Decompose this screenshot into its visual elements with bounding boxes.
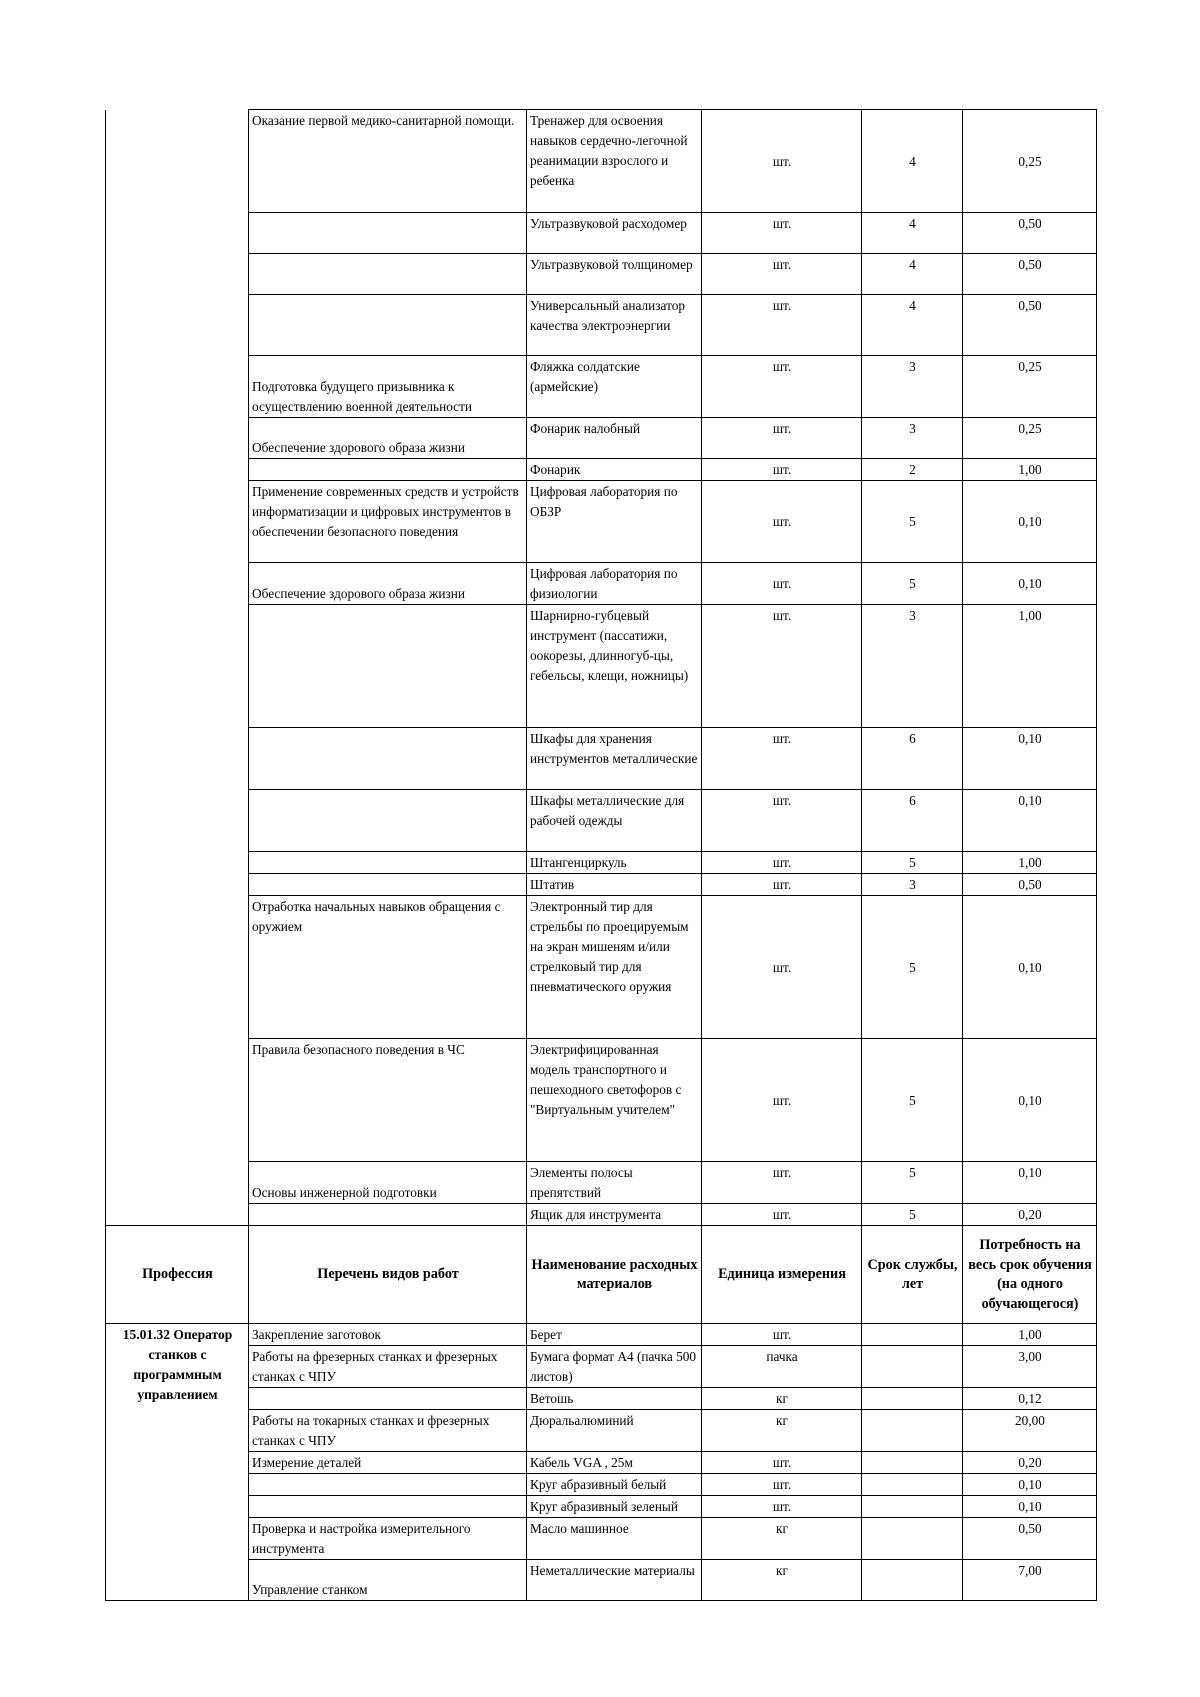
work-cell <box>249 1388 527 1410</box>
material-cell: Электронный тир для стрельбы по проецируемым на экран мишеням и/или стрелковый тир для пневматического оружия <box>527 896 702 1039</box>
table-row <box>106 1496 1097 1518</box>
life-cell: 4 <box>862 254 963 295</box>
need-cell: 0,10 <box>963 728 1097 790</box>
unit-cell: шт. <box>702 110 862 213</box>
life-cell: 2 <box>862 459 963 481</box>
life-cell: 6 <box>862 728 963 790</box>
life-cell: 6 <box>862 790 963 852</box>
work-cell <box>249 1204 527 1226</box>
unit-cell: шт. <box>702 459 862 481</box>
header-materials: Наименование расходных материалов <box>527 1226 702 1324</box>
work-cell: Измерение деталей <box>249 1452 527 1474</box>
table-row <box>106 213 1097 254</box>
table-row <box>106 1346 1097 1388</box>
material-cell: Фонарик налобный <box>527 418 702 459</box>
material-cell: Фляжка солдатские (армейские) <box>527 356 702 418</box>
table-row <box>106 110 1097 213</box>
header-works: Перечень видов работ <box>249 1226 527 1324</box>
table-row <box>106 459 1097 481</box>
need-cell: 1,00 <box>963 852 1097 874</box>
work-cell <box>249 1474 527 1496</box>
material-cell: Штангенциркуль <box>527 852 702 874</box>
life-cell <box>862 1346 963 1388</box>
work-cell: Закрепление заготовок <box>249 1324 527 1346</box>
life-cell <box>862 1496 963 1518</box>
material-cell: Кабель VGA , 25м <box>527 1452 702 1474</box>
need-cell: 0,10 <box>963 1039 1097 1162</box>
life-cell: 5 <box>862 1039 963 1162</box>
unit-cell: шт. <box>702 254 862 295</box>
table-row <box>106 1410 1097 1452</box>
table-row <box>106 1560 1097 1601</box>
work-cell: Подготовка будущего призывника к осуществлению военной деятельности <box>249 356 527 418</box>
work-cell: Отработка начальных навыков обращения с оружием <box>249 896 527 1039</box>
table-row <box>106 790 1097 852</box>
unit-cell: шт. <box>702 356 862 418</box>
unit-cell: шт. <box>702 790 862 852</box>
unit-cell: шт. <box>702 481 862 563</box>
life-cell <box>862 1324 963 1346</box>
material-cell: Тренажер для освоения навыков сердечно-легочной реанимации взрослого и ребенка <box>527 110 702 213</box>
work-cell <box>249 874 527 896</box>
need-cell: 1,00 <box>963 1324 1097 1346</box>
unit-cell: шт. <box>702 213 862 254</box>
work-cell: Обеспечение здорового образа жизни <box>249 563 527 605</box>
need-cell: 0,10 <box>963 563 1097 605</box>
material-cell: Цифровая лаборатория по физиологии <box>527 563 702 605</box>
need-cell: 0,10 <box>963 481 1097 563</box>
unit-cell: шт. <box>702 896 862 1039</box>
material-cell: Ветошь <box>527 1388 702 1410</box>
header-need: Потребность на весь срок обучения (на одного обучающегося) <box>963 1226 1097 1324</box>
need-cell: 0,50 <box>963 213 1097 254</box>
unit-cell: шт. <box>702 1204 862 1226</box>
table-row <box>106 852 1097 874</box>
unit-cell: шт. <box>702 874 862 896</box>
work-cell <box>249 790 527 852</box>
work-cell: Основы инженерной подготовки <box>249 1162 527 1204</box>
material-cell: Электрифицированная модель транспортного и пешеходного светофоров с "Виртуальным учителем" <box>527 1039 702 1162</box>
table-row <box>106 728 1097 790</box>
work-cell <box>249 254 527 295</box>
table-row <box>106 254 1097 295</box>
unit-cell: пачка <box>702 1346 862 1388</box>
need-cell: 0,50 <box>963 295 1097 356</box>
work-cell: Работы на токарных станках и фрезерных станках с ЧПУ <box>249 1410 527 1452</box>
work-cell: Оказание первой медико-санитарной помощи. <box>249 110 527 213</box>
need-cell: 3,00 <box>963 1346 1097 1388</box>
table-row <box>106 874 1097 896</box>
table-row <box>106 605 1097 728</box>
header-unit: Единица измерения <box>702 1226 862 1324</box>
unit-cell: шт. <box>702 852 862 874</box>
unit-cell: шт. <box>702 1039 862 1162</box>
life-cell: 4 <box>862 295 963 356</box>
unit-cell: кг <box>702 1560 862 1601</box>
life-cell <box>862 1518 963 1560</box>
life-cell <box>862 1388 963 1410</box>
life-cell <box>862 1474 963 1496</box>
unit-cell: шт. <box>702 1496 862 1518</box>
need-cell: 0,10 <box>963 1162 1097 1204</box>
material-cell: Берет <box>527 1324 702 1346</box>
material-cell: Круг абразивный белый <box>527 1474 702 1496</box>
need-cell: 0,50 <box>963 1518 1097 1560</box>
unit-cell: шт. <box>702 1452 862 1474</box>
need-cell: 20,00 <box>963 1410 1097 1452</box>
unit-cell: кг <box>702 1410 862 1452</box>
life-cell: 3 <box>862 605 963 728</box>
material-cell: Штатив <box>527 874 702 896</box>
life-cell: 5 <box>862 852 963 874</box>
table-row <box>106 1474 1097 1496</box>
life-cell: 3 <box>862 418 963 459</box>
material-cell: Шкафы металлические для рабочей одежды <box>527 790 702 852</box>
material-cell: Дюральалюминий <box>527 1410 702 1452</box>
material-cell: Неметаллические материалы <box>527 1560 702 1601</box>
need-cell: 7,00 <box>963 1560 1097 1601</box>
table-row <box>106 1039 1097 1162</box>
table-row <box>106 1324 1097 1346</box>
material-cell: Элементы полосы препятствий <box>527 1162 702 1204</box>
unit-cell: шт. <box>702 728 862 790</box>
life-cell: 5 <box>862 563 963 605</box>
life-cell: 3 <box>862 356 963 418</box>
header-profession: Профессия <box>106 1226 249 1324</box>
life-cell: 3 <box>862 874 963 896</box>
material-cell: Бумага формат А4 (пачка 500 листов) <box>527 1346 702 1388</box>
material-cell: Ящик для инструмента <box>527 1204 702 1226</box>
life-cell: 5 <box>862 896 963 1039</box>
work-cell: Управление станком <box>249 1560 527 1601</box>
table-header-row <box>106 1226 1097 1324</box>
work-cell: Правила безопасного поведения в ЧС <box>249 1039 527 1162</box>
need-cell: 1,00 <box>963 605 1097 728</box>
life-cell: 4 <box>862 213 963 254</box>
unit-cell: шт. <box>702 418 862 459</box>
need-cell: 1,00 <box>963 459 1097 481</box>
life-cell: 5 <box>862 481 963 563</box>
table-row <box>106 896 1097 1039</box>
table-row <box>106 1452 1097 1474</box>
need-cell: 0,50 <box>963 254 1097 295</box>
table-row <box>106 1388 1097 1410</box>
life-cell: 4 <box>862 110 963 213</box>
unit-cell: шт. <box>702 563 862 605</box>
unit-cell: шт. <box>702 605 862 728</box>
work-cell <box>249 295 527 356</box>
material-cell: Масло машинное <box>527 1518 702 1560</box>
need-cell: 0,10 <box>963 896 1097 1039</box>
profession-cell: 15.01.32 Оператор станков с программным управлением <box>106 1324 249 1601</box>
life-cell <box>862 1560 963 1601</box>
life-cell <box>862 1410 963 1452</box>
material-cell: Универсальный анализатор качества электроэнергии <box>527 295 702 356</box>
work-cell <box>249 1496 527 1518</box>
work-cell: Проверка и настройка измерительного инструмента <box>249 1518 527 1560</box>
table-row <box>106 1162 1097 1204</box>
life-cell: 5 <box>862 1204 963 1226</box>
material-cell: Фонарик <box>527 459 702 481</box>
work-cell: Обеспечение здорового образа жизни <box>249 418 527 459</box>
table-row <box>106 481 1097 563</box>
unit-cell: шт. <box>702 1324 862 1346</box>
need-cell: 0,25 <box>963 110 1097 213</box>
need-cell: 0,12 <box>963 1388 1097 1410</box>
material-cell: Ультразвуковой толщиномер <box>527 254 702 295</box>
life-cell: 5 <box>862 1162 963 1204</box>
work-cell <box>249 728 527 790</box>
need-cell: 0,10 <box>963 790 1097 852</box>
work-cell <box>249 852 527 874</box>
unit-cell: шт. <box>702 295 862 356</box>
material-cell: Цифровая лаборатория по ОБЗР <box>527 481 702 563</box>
unit-cell: кг <box>702 1388 862 1410</box>
material-cell: Шарнирно-губцевый инструмент (пассатижи, оокорезы, длинногуб-цы, гебельсы, клещи, ножницы) <box>527 605 702 728</box>
table-row <box>106 295 1097 356</box>
header-life: Срок службы, лет <box>862 1226 963 1324</box>
need-cell: 0,25 <box>963 418 1097 459</box>
material-cell: Ультразвуковой расходомер <box>527 213 702 254</box>
table-row <box>106 418 1097 459</box>
need-cell: 0,50 <box>963 874 1097 896</box>
need-cell: 0,25 <box>963 356 1097 418</box>
life-cell <box>862 1452 963 1474</box>
profession-cell-empty <box>106 110 249 1226</box>
materials-table <box>105 109 1097 1601</box>
table-row <box>106 1204 1097 1226</box>
need-cell: 0,20 <box>963 1452 1097 1474</box>
work-cell <box>249 213 527 254</box>
need-cell: 0,20 <box>963 1204 1097 1226</box>
material-cell: Шкафы для хранения инструментов металлические <box>527 728 702 790</box>
work-cell <box>249 605 527 728</box>
work-cell: Применение современных средств и устройств информатизации и цифровых инструментов в обеспечении безопасного поведения <box>249 481 527 563</box>
unit-cell: шт. <box>702 1162 862 1204</box>
need-cell: 0,10 <box>963 1474 1097 1496</box>
table-row <box>106 1518 1097 1560</box>
table-row <box>106 356 1097 418</box>
work-cell: Работы на фрезерных станках и фрезерных станках с ЧПУ <box>249 1346 527 1388</box>
material-cell: Круг абразивный зеленый <box>527 1496 702 1518</box>
table-row <box>106 563 1097 605</box>
work-cell <box>249 459 527 481</box>
need-cell: 0,10 <box>963 1496 1097 1518</box>
unit-cell: кг <box>702 1518 862 1560</box>
unit-cell: шт. <box>702 1474 862 1496</box>
